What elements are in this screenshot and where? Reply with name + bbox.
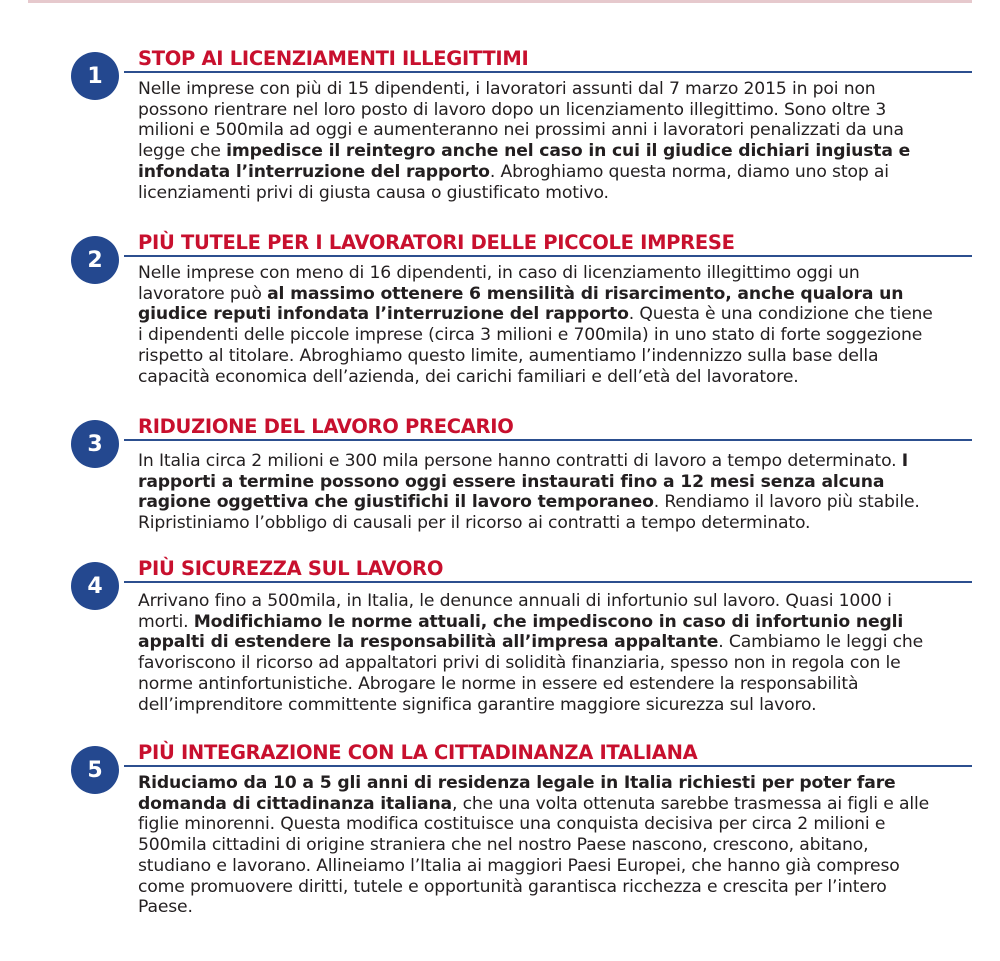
title-underline bbox=[124, 765, 972, 767]
body-text-bold: al massimo ottenere 6 mensilità di risarcimento, anche qualora un giudice reputi infondata l’interruzione del rapporto bbox=[138, 283, 904, 325]
section-body bbox=[138, 773, 938, 918]
title-underline bbox=[124, 581, 972, 583]
section-body bbox=[138, 591, 938, 715]
title-underline bbox=[124, 71, 972, 73]
section-number-badge: 3 bbox=[71, 420, 119, 468]
body-text-run: . Rendiamo il lavoro più stabile. Ripristiniamo l’obbligo di causali per il ricorso ai contratti a tempo determinato. bbox=[138, 492, 920, 534]
title-underline bbox=[124, 255, 972, 257]
section-number-badge: 1 bbox=[71, 52, 119, 100]
body-text-run: , che una volta ottenuta sarebbe trasmessa ai figli e alle figlie minorenni. Questa modifica costituisce una conquista decisiva per circa 2 milioni e 500mila cittadini di origine straniera che nel nostro Paese nascono, crescono, abitano, studiano e lavorano. Allineiamo l’Italia ai maggiori Paesi Europei, che hanno già compreso come promuovere diritti, tutele e opportunità garantisca ricchezza e crescita per l’intero Paese. bbox=[138, 793, 930, 918]
section-number-badge: 2 bbox=[71, 236, 119, 284]
section-body bbox=[138, 263, 938, 387]
section-body bbox=[138, 79, 938, 203]
section-title: PIÙ SICUREZZA SUL LAVORO bbox=[138, 557, 444, 580]
section-body bbox=[138, 451, 938, 534]
body-text-bold: Riduciamo da 10 a 5 gli anni di residenza legale in Italia richiesti per poter fare domanda di cittadinanza italiana bbox=[138, 773, 896, 814]
section-title: PIÙ INTEGRAZIONE CON LA CITTADINANZA ITALIANA bbox=[138, 741, 698, 764]
body-text-run: Nelle imprese con meno di 16 dipendenti, in caso di licenziamento illegittimo oggi un lavoratore può bbox=[138, 263, 860, 304]
body-text-bold: impedisce il reintegro anche nel caso in cui il giudice dichiari ingiusta e infondata l’interruzione del rapporto bbox=[138, 141, 911, 182]
title-underline bbox=[124, 439, 972, 441]
body-text-bold: Modifichiamo le norme attuali, che impediscono in caso di infortunio negli appalti di estendere la responsabilità all’impresa appaltante bbox=[138, 611, 904, 653]
body-text-run: . Cambiamo le leggi che favoriscono il ricorso ad appaltatori privi di solidità finanziaria, spesso non in regola con le norme antinfortunistiche. Abrogare le norme in essere ed estendere la responsabilità dell’imprenditore committente significa garantire maggiore sicurezza sul lavoro. bbox=[138, 632, 924, 715]
top-divider bbox=[28, 0, 972, 3]
body-text-run: . Questa è una condizione che tiene i dipendenti delle piccole imprese (circa 3 milioni e 700mila) in uno stato di forte soggezione rispetto al titolare. Abroghiamo questo limite, aumentiamo l’indennizzo sulla base della capacità economica dell’azienda, dei carichi familiari e dell’età del lavoratore. bbox=[138, 304, 933, 387]
section-title: RIDUZIONE DEL LAVORO PRECARIO bbox=[138, 415, 514, 438]
section-title: PIÙ TUTELE PER I LAVORATORI DELLE PICCOLE IMPRESE bbox=[138, 231, 735, 254]
body-text-run: Nelle imprese con più di 15 dipendenti, i lavoratori assunti dal 7 marzo 2015 in poi non possono rientrare nel loro posto di lavoro dopo un licenziamento illegittimo. Sono oltre 3 milioni e 500mila ad oggi e aumenteranno nei prossimi anni i lavoratori penalizzati da una legge che bbox=[138, 79, 904, 162]
body-text-run: Arrivano fino a 500mila, in Italia, le denunce annuali di infortunio sul lavoro. Quasi 1000 i morti. bbox=[138, 591, 892, 632]
body-text-run: . Abroghiamo questa norma, diamo uno stop ai licenziamenti privi di giusta causa o giustificato motivo. bbox=[138, 161, 889, 203]
body-text-run: In Italia circa 2 milioni e 300 mila persone hanno contratti di lavoro a tempo determinato. bbox=[138, 451, 902, 471]
section-number-badge: 4 bbox=[71, 562, 119, 610]
body-text-bold: I rapporti a termine possono oggi essere instaurati fino a 12 mesi senza alcuna ragione oggettiva che giustifichi il lavoro temporaneo bbox=[138, 451, 909, 513]
section-number-badge: 5 bbox=[71, 746, 119, 794]
section-title: STOP AI LICENZIAMENTI ILLEGITTIMI bbox=[138, 47, 529, 70]
